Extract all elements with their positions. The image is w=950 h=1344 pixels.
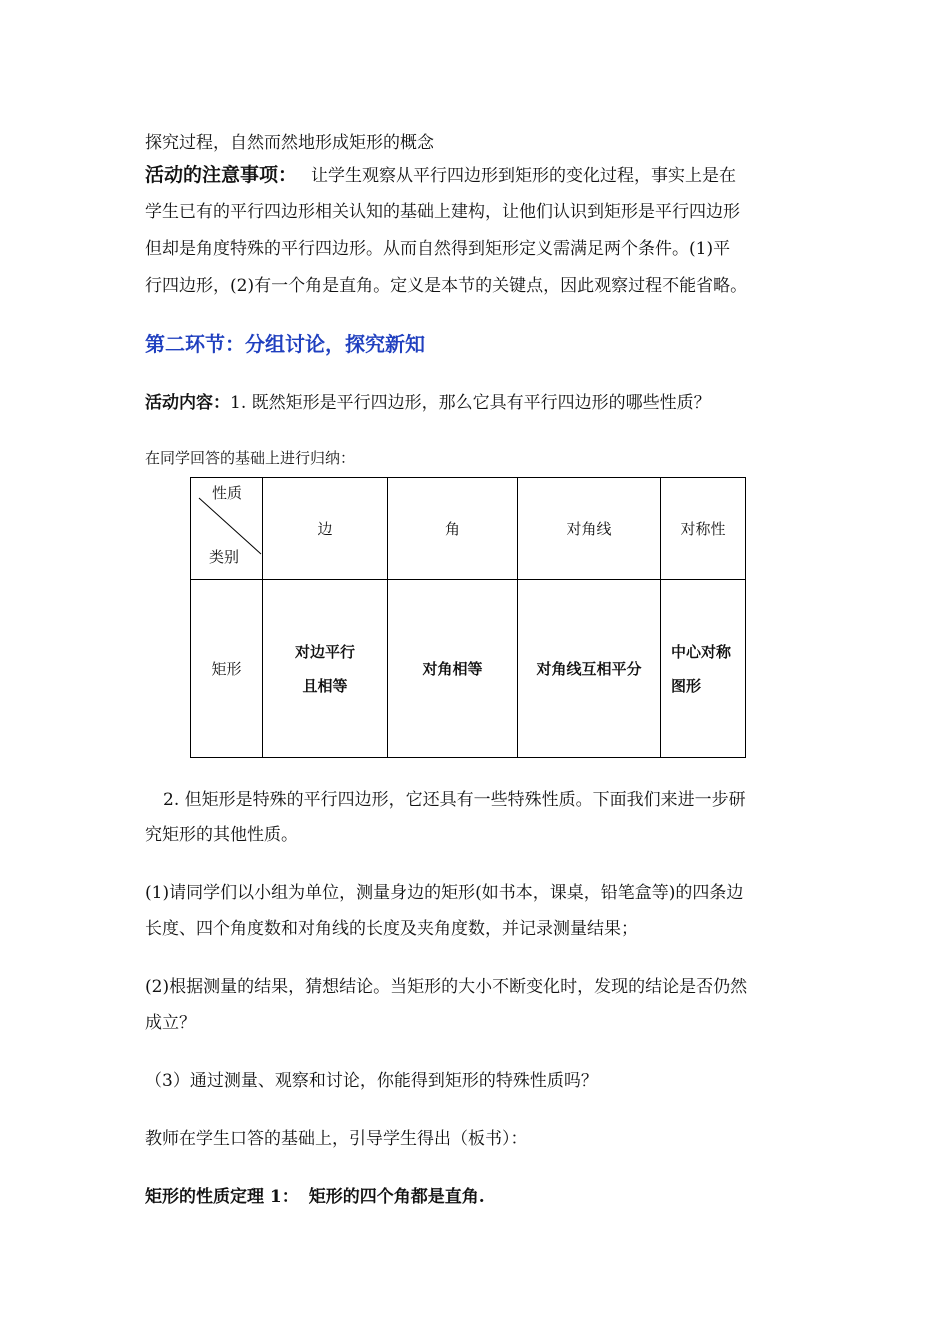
notes-paragraph-line-1 — [145, 160, 736, 187]
header-symmetry: 对称性 — [661, 478, 746, 580]
section-title: 第二环节：分组讨论，探究新知 — [145, 332, 425, 356]
theorem-text: 矩形的四个角都是直角. — [308, 1187, 485, 1207]
cell-symmetry-line-2: 图形 — [671, 676, 702, 695]
notes-paragraph-line-3: 但却是角度特殊的平行四边形。从而自然得到矩形定义需满足两个条件。(1)平 — [145, 239, 731, 259]
notes-paragraph-line-2: 学生已有的平行四边形相关认知的基础上建构，让他们认识到矩形是平行四边形 — [145, 202, 740, 222]
properties-table — [190, 477, 746, 758]
point2-line-1: 2. 但矩形是特殊的平行四边形，它还具有一些特殊性质。下面我们来进一步研 — [163, 790, 746, 810]
table-corner-cell — [191, 478, 263, 580]
theorem-heading: 矩形的性质定理 1： — [145, 1187, 299, 1207]
header-side: 边 — [263, 478, 388, 580]
cell-side-line-2: 且相等 — [302, 676, 348, 695]
question3-line: （3）通过测量、观察和讨论，你能得到矩形的特殊性质吗？ — [145, 1071, 598, 1091]
question1-line-2: 长度、四个角度数和对角线的长度及夹角度数，并记录测量结果； — [145, 919, 638, 939]
point2-line-2: 究矩形的其他性质。 — [145, 825, 298, 845]
question2-line-1: (2)根据测量的结果，猜想结论。当矩形的大小不断变化时，发现的结论是否仍然 — [145, 977, 748, 997]
summary-line: 在同学回答的基础上进行归纳： — [145, 449, 356, 467]
cell-side — [263, 580, 388, 758]
activity-text: 1. 既然矩形是平行四边形，那么它具有平行四边形的哪些性质？ — [230, 393, 711, 413]
cell-diagonal: 对角线互相平分 — [518, 580, 661, 758]
notes-paragraph-line-4: 行四边形，(2)有一个角是直角。定义是本节的关键点，因此观察过程不能省略。 — [145, 276, 748, 296]
cell-side-line-1: 对边平行 — [294, 642, 355, 661]
notes-text: 让学生观察从平行四边形到矩形的变化过程，事实上是在 — [311, 166, 737, 186]
header-angle: 角 — [388, 478, 518, 580]
notes-heading: 活动的注意事项： — [145, 164, 298, 186]
row-label-rectangle: 矩形 — [191, 580, 263, 758]
cell-angle: 对角相等 — [388, 580, 518, 758]
corner-label-property: 性质 — [211, 484, 242, 502]
question2-line-2: 成立？ — [145, 1013, 196, 1033]
theorem-line — [145, 1182, 485, 1207]
corner-label-category: 类别 — [209, 548, 240, 566]
activity-line — [145, 388, 711, 413]
header-diagonal: 对角线 — [518, 478, 661, 580]
teacher-line: 教师在学生口答的基础上，引导学生得出（板书）： — [145, 1129, 528, 1149]
cell-symmetry-line-1: 中心对称 — [671, 642, 732, 661]
text-line-1: 探究过程，自然而然地形成矩形的概念 — [145, 133, 434, 153]
cell-symmetry — [661, 580, 746, 758]
question1-line-1: (1)请同学们以小组为单位，测量身边的矩形(如书本，课桌，铅笔盒等)的四条边 — [145, 883, 744, 903]
activity-heading: 活动内容： — [145, 393, 230, 413]
